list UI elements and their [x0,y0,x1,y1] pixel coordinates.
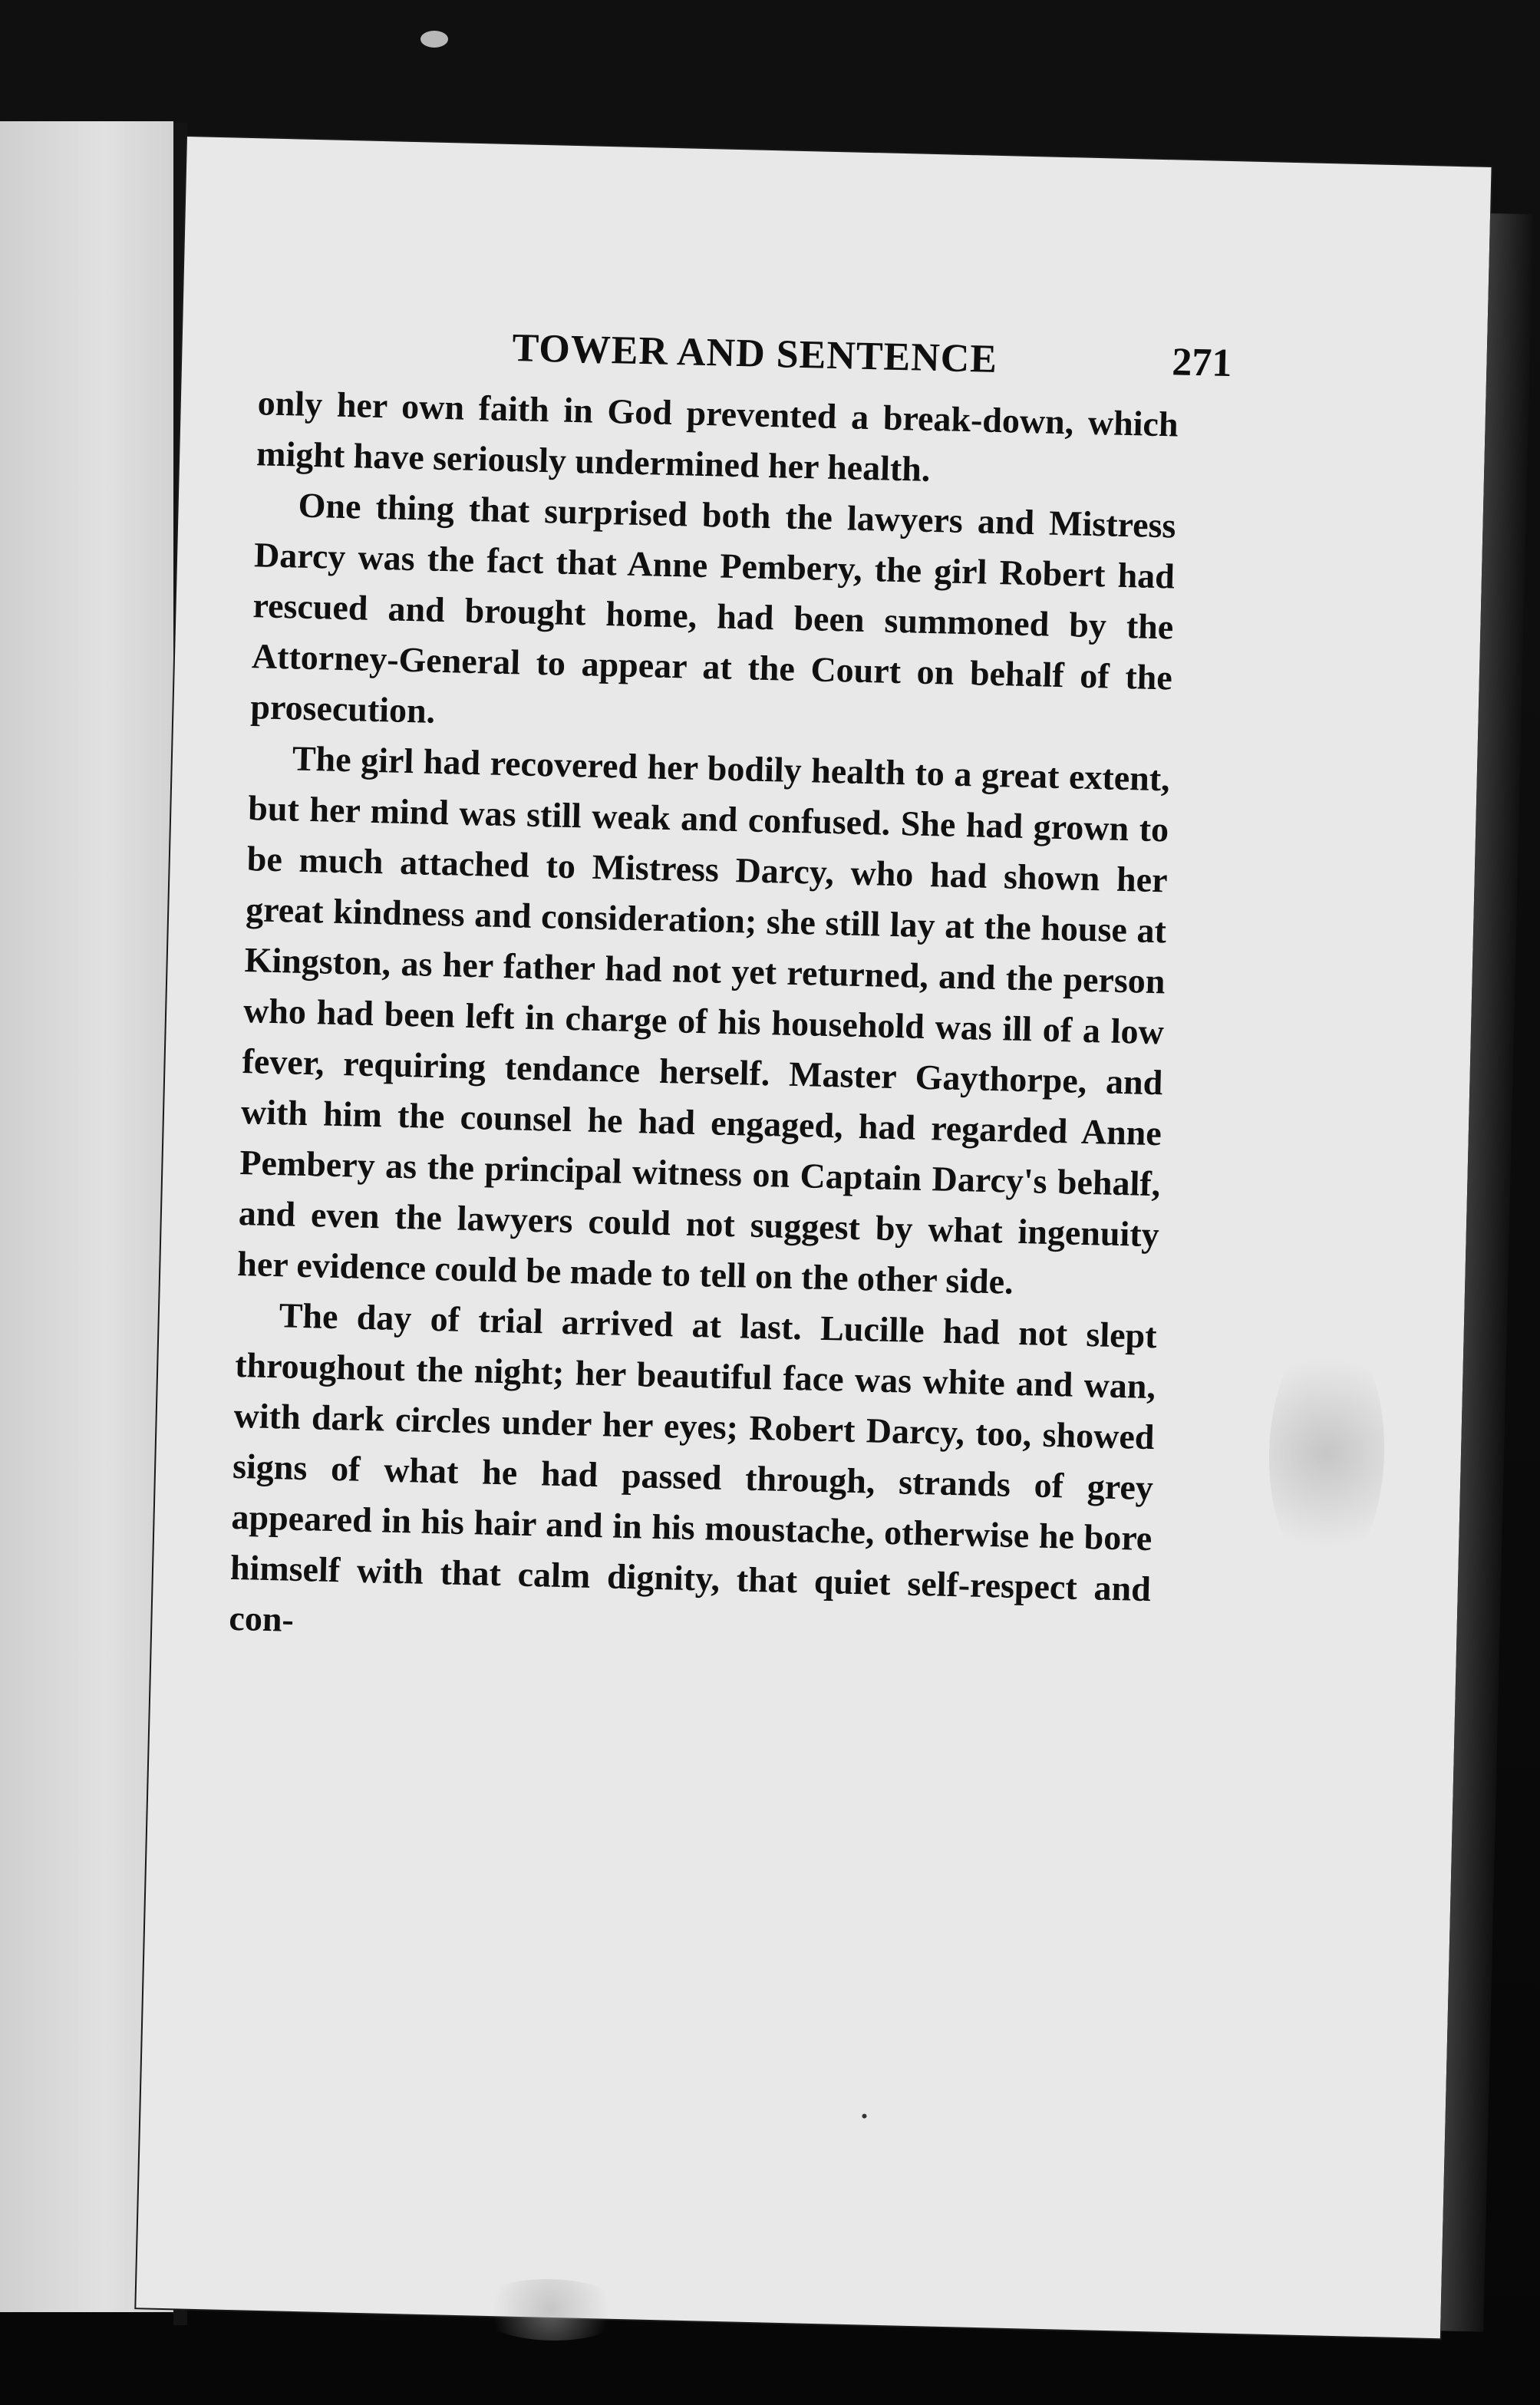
paragraph: The girl had recovered her bodily health to a great extent, but her mind was still weak and confused. She had grown to be much attached to Mistress Darcy, who had shown her great kindness and consideration; she still lay at the house at Kingston, as her father had not yet returned, and the person who had been left in charge of his household was ill of a low fever, requiring tendance herself. Master Gaythorpe, and with him the counsel he had engaged, had regarded Anne Pembery as the principal witness on Captain Darcy's behalf, and even the lawyers could not suggest by what ingenuity her evidence could be made to tell on the other side. [236,738,1171,1301]
body-text [229,378,1179,1665]
book-page [136,137,1491,2338]
paper-stain [1266,1329,1387,1577]
page-number: 271 [1171,340,1233,386]
running-title: TOWER AND SENTENCE [511,326,998,381]
paragraph: The day of trial arrived at last. Lucille had not slept throughout the night; her beautiful face was white and wan, with dark circles under her eyes; Robert Darcy, too, showed signs of what he had passed through, strands of grey appeared in his hair and in his moustache, otherwise he bore himself with that calm dignity, that quiet self-respect and con- [228,1295,1158,1639]
ink-speck [862,2113,866,2118]
paragraph: only her own faith in God prevented a break-down, which might have seriously undermined her health. [256,383,1179,489]
dust-speck [420,31,448,48]
paragraph: One thing that surprised both the lawyers and Mistress Darcy was the fact that Anne Pembery, the girl Robert had rescued and brought home, had been summoned by the Attorney-General to appear at the Court on behalf of the prosecution. [249,485,1177,731]
